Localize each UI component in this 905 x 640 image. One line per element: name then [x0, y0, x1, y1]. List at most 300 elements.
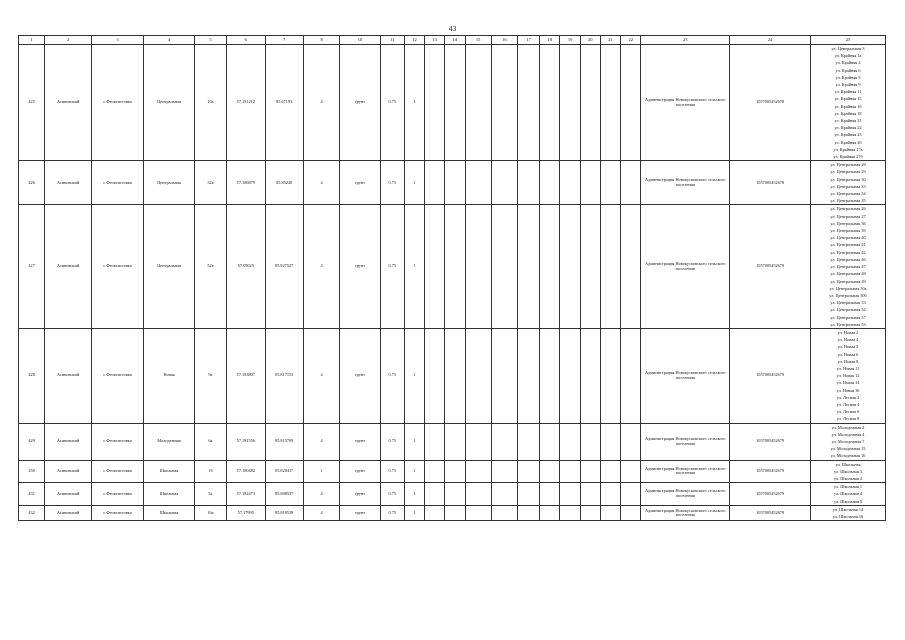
address-line: ул. Новая 16	[836, 387, 860, 393]
cell-c8: 4	[303, 205, 339, 328]
column-header: 7	[265, 36, 303, 45]
address-line: ул. Школьная 4	[833, 475, 863, 481]
cell-c18	[540, 45, 560, 161]
cell-lon: 85.817153	[265, 328, 303, 423]
address-line: ул. Лесная 2	[836, 394, 860, 400]
cell-c15	[465, 483, 491, 506]
cell-c14	[445, 483, 465, 506]
cell-c16	[491, 505, 517, 520]
cell-c11: 0.75	[380, 483, 404, 506]
cell-c15	[465, 460, 491, 483]
address-list	[812, 45, 884, 160]
cell-num: 427	[19, 205, 45, 328]
address-list	[812, 329, 884, 423]
address-list	[812, 461, 884, 483]
cell-c17	[518, 45, 540, 161]
address-line: ул. Крайняя 16	[834, 103, 862, 109]
address-line: ул. Новая 6	[837, 351, 859, 357]
cell-c13	[425, 483, 445, 506]
cell-district: Асиновский	[45, 505, 91, 520]
cell-c10: грунт	[340, 328, 380, 423]
cell-street: Школьная	[144, 483, 195, 506]
cell-num: 428	[19, 328, 45, 423]
cell-c17	[518, 460, 540, 483]
cell-addresses	[811, 161, 886, 205]
cell-street: Центральная	[144, 161, 195, 205]
cell-c22	[621, 45, 641, 161]
cell-street: Центральная	[144, 45, 195, 161]
address-line: ул. Школьная 14	[832, 506, 864, 512]
address-line: ул. Крайняя 4	[835, 60, 861, 66]
column-header: 1	[19, 36, 45, 45]
cell-lon: 85.820417	[265, 460, 303, 483]
address-line: ул. Крайняя 1а	[834, 53, 862, 59]
cell-c10: грунт	[340, 483, 380, 506]
cell-c14	[445, 460, 465, 483]
address-line: ул. Крайняя 27б	[833, 154, 863, 160]
cell-district: Асиновский	[45, 483, 91, 506]
cell-owner: Администрация Новокусковского сельского поселения	[641, 205, 730, 328]
address-line: ул. Центральная 53	[830, 321, 866, 327]
cell-c11: 0.75	[380, 45, 404, 161]
table-row	[19, 205, 886, 328]
cell-c17	[518, 205, 540, 328]
address-line: ул. Новая 12	[836, 373, 860, 379]
cell-c20	[580, 45, 600, 161]
cell-c14	[445, 45, 465, 161]
cell-settlement: с.Феоктистовка	[91, 505, 144, 520]
cell-house: 16	[194, 460, 226, 483]
address-list	[812, 205, 884, 327]
cell-c20	[580, 505, 600, 520]
cell-c19	[560, 423, 580, 460]
address-line: ул. Молодежная 7	[831, 438, 865, 444]
cell-settlement: с.Феоктистовка	[91, 161, 144, 205]
column-header: 2	[45, 36, 91, 45]
cell-district: Асиновский	[45, 205, 91, 328]
cell-ogrn: 1057005452678	[730, 45, 811, 161]
address-line: ул. Школьная 3	[833, 468, 863, 474]
cell-ogrn: 1057005452679	[730, 423, 811, 460]
column-header: 6	[227, 36, 265, 45]
address-line: ул. Крайняя 22	[834, 125, 862, 131]
cell-ogrn: 1057005452679	[730, 328, 811, 423]
address-line: ул. Крайняя 21	[834, 118, 862, 124]
address-line: ул. Центральная 50б	[829, 292, 867, 298]
cell-lon: 85.827527	[265, 205, 303, 328]
cell-settlement: с.Феоктистовка	[91, 460, 144, 483]
cell-num: 426	[19, 161, 45, 205]
cell-owner: Администрация Новокусковского сельского поселения	[641, 483, 730, 506]
column-header: 13	[425, 36, 445, 45]
cell-owner: Администрация Новокусковского сельского поселения	[641, 45, 730, 161]
table-row	[19, 45, 886, 161]
cell-c18	[540, 505, 560, 520]
cell-addresses	[811, 460, 886, 483]
cell-lat: 57.09025	[227, 205, 265, 328]
table-body	[19, 45, 886, 521]
column-header: 10	[340, 36, 380, 45]
cell-c16	[491, 460, 517, 483]
cell-c21	[600, 423, 620, 460]
cell-c13	[425, 423, 445, 460]
cell-addresses	[811, 483, 886, 506]
table-row	[19, 161, 886, 205]
cell-c11: 0.75	[380, 505, 404, 520]
cell-c22	[621, 205, 641, 328]
cell-district: Асиновский	[45, 328, 91, 423]
column-header: 16	[491, 36, 517, 45]
address-line: ул. Школьная 16	[832, 514, 864, 519]
column-header: 18	[540, 36, 560, 45]
column-header: 3	[91, 36, 144, 45]
cell-c10: грунт	[340, 460, 380, 483]
cell-c20	[580, 205, 600, 328]
cell-addresses	[811, 328, 886, 423]
cell-c18	[540, 205, 560, 328]
cell-c13	[425, 328, 445, 423]
address-line: ул. Центральная 29	[830, 169, 866, 175]
cell-c17	[518, 328, 540, 423]
cell-num: 429	[19, 423, 45, 460]
cell-addresses	[811, 505, 886, 520]
cell-c20	[580, 161, 600, 205]
cell-house: 6а	[194, 423, 226, 460]
cell-c8: 4	[303, 423, 339, 460]
cell-c22	[621, 161, 641, 205]
address-line: ул. Крайняя 17а	[833, 146, 863, 152]
address-line: ул. Центральная 50а	[829, 285, 867, 291]
address-line: ул. Центральная 47	[830, 264, 866, 270]
address-line: ул. Школьная 5	[833, 498, 863, 504]
address-line: ул. Школьная 4	[833, 491, 863, 497]
cell-c12: 1	[404, 460, 424, 483]
cell-house: 5а	[194, 483, 226, 506]
column-header: 11	[380, 36, 404, 45]
cell-c21	[600, 505, 620, 520]
address-line: ул. Центральная 28	[830, 162, 866, 168]
cell-house: 16а	[194, 505, 226, 520]
cell-c13	[425, 460, 445, 483]
table-row	[19, 505, 886, 520]
column-header: 15	[465, 36, 491, 45]
cell-c15	[465, 328, 491, 423]
address-line: ул. Центральная 35	[830, 198, 866, 204]
cell-c16	[491, 205, 517, 328]
cell-ogrn: 1057005452679	[730, 483, 811, 506]
cell-c16	[491, 483, 517, 506]
cell-c19	[560, 45, 580, 161]
column-header: 14	[445, 36, 465, 45]
address-line: ул. Молодежная 2	[831, 424, 865, 430]
address-line: ул. Центральная 57	[830, 314, 866, 320]
column-header: 12	[404, 36, 424, 45]
address-line: ул. Новая 8	[837, 358, 859, 364]
cell-settlement: с.Феоктистовка	[91, 483, 144, 506]
cell-c10: грунт	[340, 505, 380, 520]
cell-num: 425	[19, 45, 45, 161]
cell-c18	[540, 161, 560, 205]
cell-lon: 85.815709	[265, 423, 303, 460]
cell-c12: 1	[404, 483, 424, 506]
cell-c22	[621, 483, 641, 506]
cell-c19	[560, 505, 580, 520]
page-number: 43	[448, 24, 457, 33]
cell-owner: Администрация Новокусковского сельского поселения	[641, 161, 730, 205]
address-line: ул. Центральная 46	[830, 256, 866, 262]
cell-addresses	[811, 45, 886, 161]
cell-c10: грунт	[340, 45, 380, 161]
cell-num: 431	[19, 483, 45, 506]
table-row	[19, 423, 886, 460]
address-line: ул. Крайняя 23	[834, 132, 862, 138]
cell-c16	[491, 161, 517, 205]
cell-c17	[518, 483, 540, 506]
address-line: ул. Центральная 42	[830, 249, 866, 255]
address-line: ул. Крайняя 11	[834, 89, 862, 95]
address-line: ул. Школьная	[835, 461, 861, 467]
cell-c8: 4	[303, 505, 339, 520]
cell-c21	[600, 45, 620, 161]
cell-c17	[518, 423, 540, 460]
address-line: ул. Центральная 30	[830, 176, 866, 182]
cell-c8: 4	[303, 45, 339, 161]
cell-c11: 0.75	[380, 161, 404, 205]
cell-lon: 85.67193	[265, 45, 303, 161]
cell-c13	[425, 205, 445, 328]
cell-lon: 85.85240	[265, 161, 303, 205]
cell-c22	[621, 423, 641, 460]
cell-street: Новая	[144, 328, 195, 423]
cell-c21	[600, 205, 620, 328]
cell-c12: 1	[404, 328, 424, 423]
cell-c11: 0.75	[380, 205, 404, 328]
cell-owner: Администрация Новокусковского сельского поселения	[641, 505, 730, 520]
cell-district: Асиновский	[45, 161, 91, 205]
address-line: ул. Новая 14	[836, 380, 860, 386]
address-line: ул. Молодежная 4	[831, 431, 865, 437]
address-line: ул. Центральная 34	[830, 191, 866, 197]
cell-settlement: с.Феоктистовка	[91, 423, 144, 460]
table-row	[19, 328, 886, 423]
cell-c17	[518, 161, 540, 205]
address-line: ул. Новая 5	[837, 344, 859, 350]
address-line: ул. Центральная 3	[831, 46, 865, 51]
cell-c21	[600, 483, 620, 506]
cell-c14	[445, 161, 465, 205]
cell-c19	[560, 205, 580, 328]
cell-c8: 4	[303, 161, 339, 205]
cell-lat: 57.181556	[227, 423, 265, 460]
cell-street: Центральная	[144, 205, 195, 328]
address-line: ул. Лесная 4	[836, 401, 860, 407]
column-header: 4	[144, 36, 195, 45]
column-header: 25	[811, 36, 886, 45]
cell-c18	[540, 483, 560, 506]
cell-c13	[425, 161, 445, 205]
cell-c22	[621, 505, 641, 520]
cell-c21	[600, 460, 620, 483]
address-line: ул. Центральная 36	[830, 220, 866, 226]
cell-owner: Администрация Новокусковского сельского поселения	[641, 423, 730, 460]
column-header: 22	[621, 36, 641, 45]
address-list	[812, 161, 884, 204]
address-line: ул. Крайняя 15	[834, 96, 862, 102]
column-header: 20	[580, 36, 600, 45]
address-line: ул. Центральная 53	[830, 300, 866, 306]
cell-ogrn: 1057005452678	[730, 505, 811, 520]
cell-addresses	[811, 205, 886, 328]
address-list	[812, 424, 884, 460]
column-header: 21	[600, 36, 620, 45]
cell-c19	[560, 161, 580, 205]
address-line: ул. Крайняя 26	[834, 139, 862, 145]
cell-ogrn: 1057005452679	[730, 460, 811, 483]
address-line: ул. Центральная 33	[830, 183, 866, 189]
cell-c15	[465, 205, 491, 328]
cell-c18	[540, 328, 560, 423]
cell-c11: 0.75	[380, 460, 404, 483]
cell-c11: 0.75	[380, 328, 404, 423]
address-line: ул. Лесная 6	[836, 409, 860, 415]
cell-c8: 4	[303, 328, 339, 423]
cell-c14	[445, 205, 465, 328]
cell-house: 9а	[194, 328, 226, 423]
cell-c10: грунт	[340, 205, 380, 328]
cell-lat: 57.17995	[227, 505, 265, 520]
registry-table	[18, 35, 886, 521]
address-line: ул. Центральная 41	[830, 242, 866, 248]
address-line: ул. Центральная 27	[830, 213, 866, 219]
cell-c15	[465, 505, 491, 520]
address-list	[812, 483, 884, 505]
cell-c17	[518, 505, 540, 520]
cell-c20	[580, 423, 600, 460]
cell-house: 10а	[194, 45, 226, 161]
cell-c20	[580, 328, 600, 423]
cell-c19	[560, 328, 580, 423]
address-line: ул. Центральная 48	[830, 271, 866, 277]
address-line: ул. Новая 4	[837, 337, 859, 343]
cell-district: Асиновский	[45, 45, 91, 161]
cell-c21	[600, 161, 620, 205]
cell-house: 32а	[194, 161, 226, 205]
cell-lon: 85.818538	[265, 505, 303, 520]
cell-ogrn: 1057005452679	[730, 205, 811, 328]
address-line: ул. Молодежная 15	[830, 446, 866, 452]
column-header: 17	[518, 36, 540, 45]
cell-c14	[445, 505, 465, 520]
column-header: 24	[730, 36, 811, 45]
cell-c8: 1	[303, 460, 339, 483]
cell-c18	[540, 423, 560, 460]
cell-district: Асиновский	[45, 460, 91, 483]
cell-c15	[465, 45, 491, 161]
cell-c20	[580, 460, 600, 483]
address-line: ул. Крайняя 9	[835, 82, 861, 88]
cell-c20	[580, 483, 600, 506]
cell-street: Школьная	[144, 460, 195, 483]
address-line: ул. Новая 11	[836, 365, 860, 371]
cell-c12: 1	[404, 161, 424, 205]
cell-addresses	[811, 423, 886, 460]
cell-c15	[465, 161, 491, 205]
table-row	[19, 483, 886, 506]
cell-house: 52а	[194, 205, 226, 328]
cell-c8: 4	[303, 483, 339, 506]
address-line: ул. Крайняя 18	[834, 110, 862, 116]
cell-owner: Администрация Новокусковского сельского поселения	[641, 328, 730, 423]
cell-c15	[465, 423, 491, 460]
cell-c13	[425, 45, 445, 161]
cell-c12: 1	[404, 423, 424, 460]
cell-c12: 1	[404, 205, 424, 328]
cell-lat: 57.186879	[227, 161, 265, 205]
cell-lat: 57.182473	[227, 483, 265, 506]
address-line: ул. Центральная 40	[830, 235, 866, 241]
cell-c10: грунт	[340, 423, 380, 460]
cell-c16	[491, 328, 517, 423]
cell-lat: 57.183807	[227, 328, 265, 423]
cell-c22	[621, 328, 641, 423]
cell-street: Молодежная	[144, 423, 195, 460]
cell-c16	[491, 423, 517, 460]
cell-c14	[445, 423, 465, 460]
cell-settlement: с.Феоктистовка	[91, 328, 144, 423]
address-line: ул. Лесная 8	[836, 416, 860, 422]
address-line: ул. Новая 2	[837, 329, 859, 335]
cell-c19	[560, 483, 580, 506]
cell-c10: грунт	[340, 161, 380, 205]
cell-c12: 1	[404, 505, 424, 520]
cell-c21	[600, 328, 620, 423]
column-header: 19	[560, 36, 580, 45]
cell-lat: 57.181212	[227, 45, 265, 161]
address-line: ул. Центральная 39	[830, 228, 866, 234]
address-list	[812, 506, 884, 520]
address-line: ул. Крайняя 8	[835, 74, 861, 80]
cell-c16	[491, 45, 517, 161]
cell-c22	[621, 460, 641, 483]
cell-num: 432	[19, 505, 45, 520]
cell-c19	[560, 460, 580, 483]
cell-c12: 1	[404, 45, 424, 161]
address-line: ул. Центральная 54	[830, 307, 866, 313]
cell-c14	[445, 328, 465, 423]
cell-ogrn: 1057005452678	[730, 161, 811, 205]
cell-c13	[425, 505, 445, 520]
cell-lat: 57.180482	[227, 460, 265, 483]
address-line: ул. Центральная 26	[830, 206, 866, 212]
column-header: 5	[194, 36, 226, 45]
table-row	[19, 460, 886, 483]
cell-district: Асиновский	[45, 423, 91, 460]
column-header: 23	[641, 36, 730, 45]
column-header: 8	[303, 36, 339, 45]
address-line: ул. Молодежная 16	[830, 453, 866, 459]
address-line: ул. Школьная 1	[833, 484, 863, 490]
header-row	[19, 36, 886, 45]
cell-c11: 0.75	[380, 423, 404, 460]
cell-lon: 85.808537	[265, 483, 303, 506]
cell-c18	[540, 460, 560, 483]
address-line: ул. Центральная 49	[830, 278, 866, 284]
cell-settlement: с.Феоктистовка	[91, 205, 144, 328]
cell-owner: Администрация Новокусковского сельского поселения	[641, 460, 730, 483]
cell-num: 430	[19, 460, 45, 483]
address-line: ул. Крайняя 6	[835, 67, 861, 73]
cell-street: Школьная	[144, 505, 195, 520]
